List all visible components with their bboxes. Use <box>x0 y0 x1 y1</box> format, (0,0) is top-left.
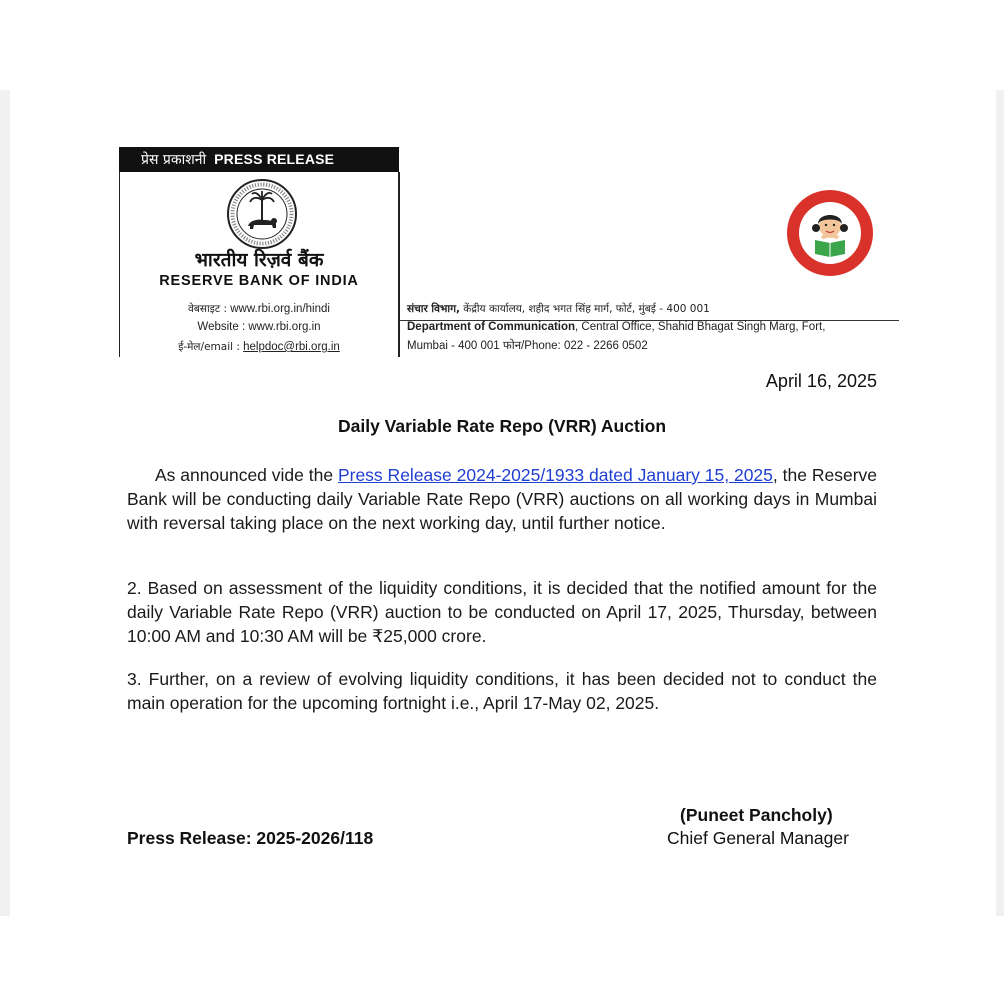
bank-name-hindi: भारतीय रिज़र्व बैंक <box>194 249 324 271</box>
website-hindi-label: वेबसाइट : <box>188 303 228 315</box>
website-hindi-link[interactable]: www.rbi.org.in/hindi <box>230 303 330 315</box>
press-release-banner <box>119 147 399 172</box>
release-date: April 16, 2025 <box>765 371 877 391</box>
dept-hindi-bold: संचार विभाग, <box>407 303 460 315</box>
paragraph-2: 2. Based on assessment of the liquidity conditions, it is decided that the notified amount for the daily Variable Rate Repo (VRR) auction to be conducted on April 17, 2025, Thursday, between 10:00 AM and 10:30 AM will be ₹25,000 crore. <box>127 578 877 646</box>
rbi-seal-icon <box>226 178 298 250</box>
signatory-name: (Puneet Pancholy) <box>680 805 833 825</box>
email-link[interactable]: helpdoc@rbi.org.in <box>243 341 340 353</box>
bank-name-english: RESERVE BANK OF INDIA <box>159 273 359 289</box>
document-title: Daily Variable Rate Repo (VRR) Auction <box>337 416 667 436</box>
dept-hindi-line <box>407 302 710 316</box>
signatory-title: Chief General Manager <box>667 828 849 848</box>
beti-bachao-beti-padhao-icon <box>785 188 875 278</box>
dept-english-bold: Department of Communication <box>407 321 576 333</box>
page-edge-right <box>996 90 1004 916</box>
press-release-hindi: प्रेस प्रकाशनी <box>141 152 207 168</box>
website-row <box>119 321 399 333</box>
para1-prefix: As announced vide the <box>155 465 338 485</box>
para1-suffix: , the Reserve Bank will be conducting daily Variable Rate Repo (VRR) auctions on all working days in Mumbai with reversal taking place on the next working day, until further notice. <box>127 465 877 533</box>
dept-address-line <box>407 338 648 353</box>
press-release-english: PRESS RELEASE <box>214 151 335 167</box>
paragraph-1 <box>127 463 877 535</box>
email-row <box>119 340 399 354</box>
website-label: Website : <box>197 321 246 333</box>
press-release-link[interactable]: Press Release 2024-2025/1933 dated January 15, 2025 <box>337 465 773 485</box>
dept-address-phone: Mumbai - 400 001 फोन/Phone: 022 - 2266 0502 <box>407 340 648 352</box>
website-hindi-row <box>119 302 399 316</box>
dept-english-line <box>407 321 825 333</box>
paragraph-3: 3. Further, on a review of evolving liquidity conditions, it has been decided not to conduct the main operation for the upcoming fortnight i.e., April 17-May 02, 2025. <box>127 669 877 713</box>
website-link[interactable]: www.rbi.org.in <box>248 321 321 333</box>
dept-english-rest: , Central Office, Shahid Bhagat Singh Marg, Fort, <box>575 321 826 333</box>
dept-hindi-rest: केंद्रीय कार्यालय, शहीद भगत सिंह मार्ग, फोर्ट, मुंबई - 400 001 <box>463 303 710 315</box>
page-edge-left <box>0 90 10 916</box>
press-release-number: Press Release: 2025-2026/118 <box>127 828 374 848</box>
email-label: ई-मेल/email : <box>178 341 240 353</box>
